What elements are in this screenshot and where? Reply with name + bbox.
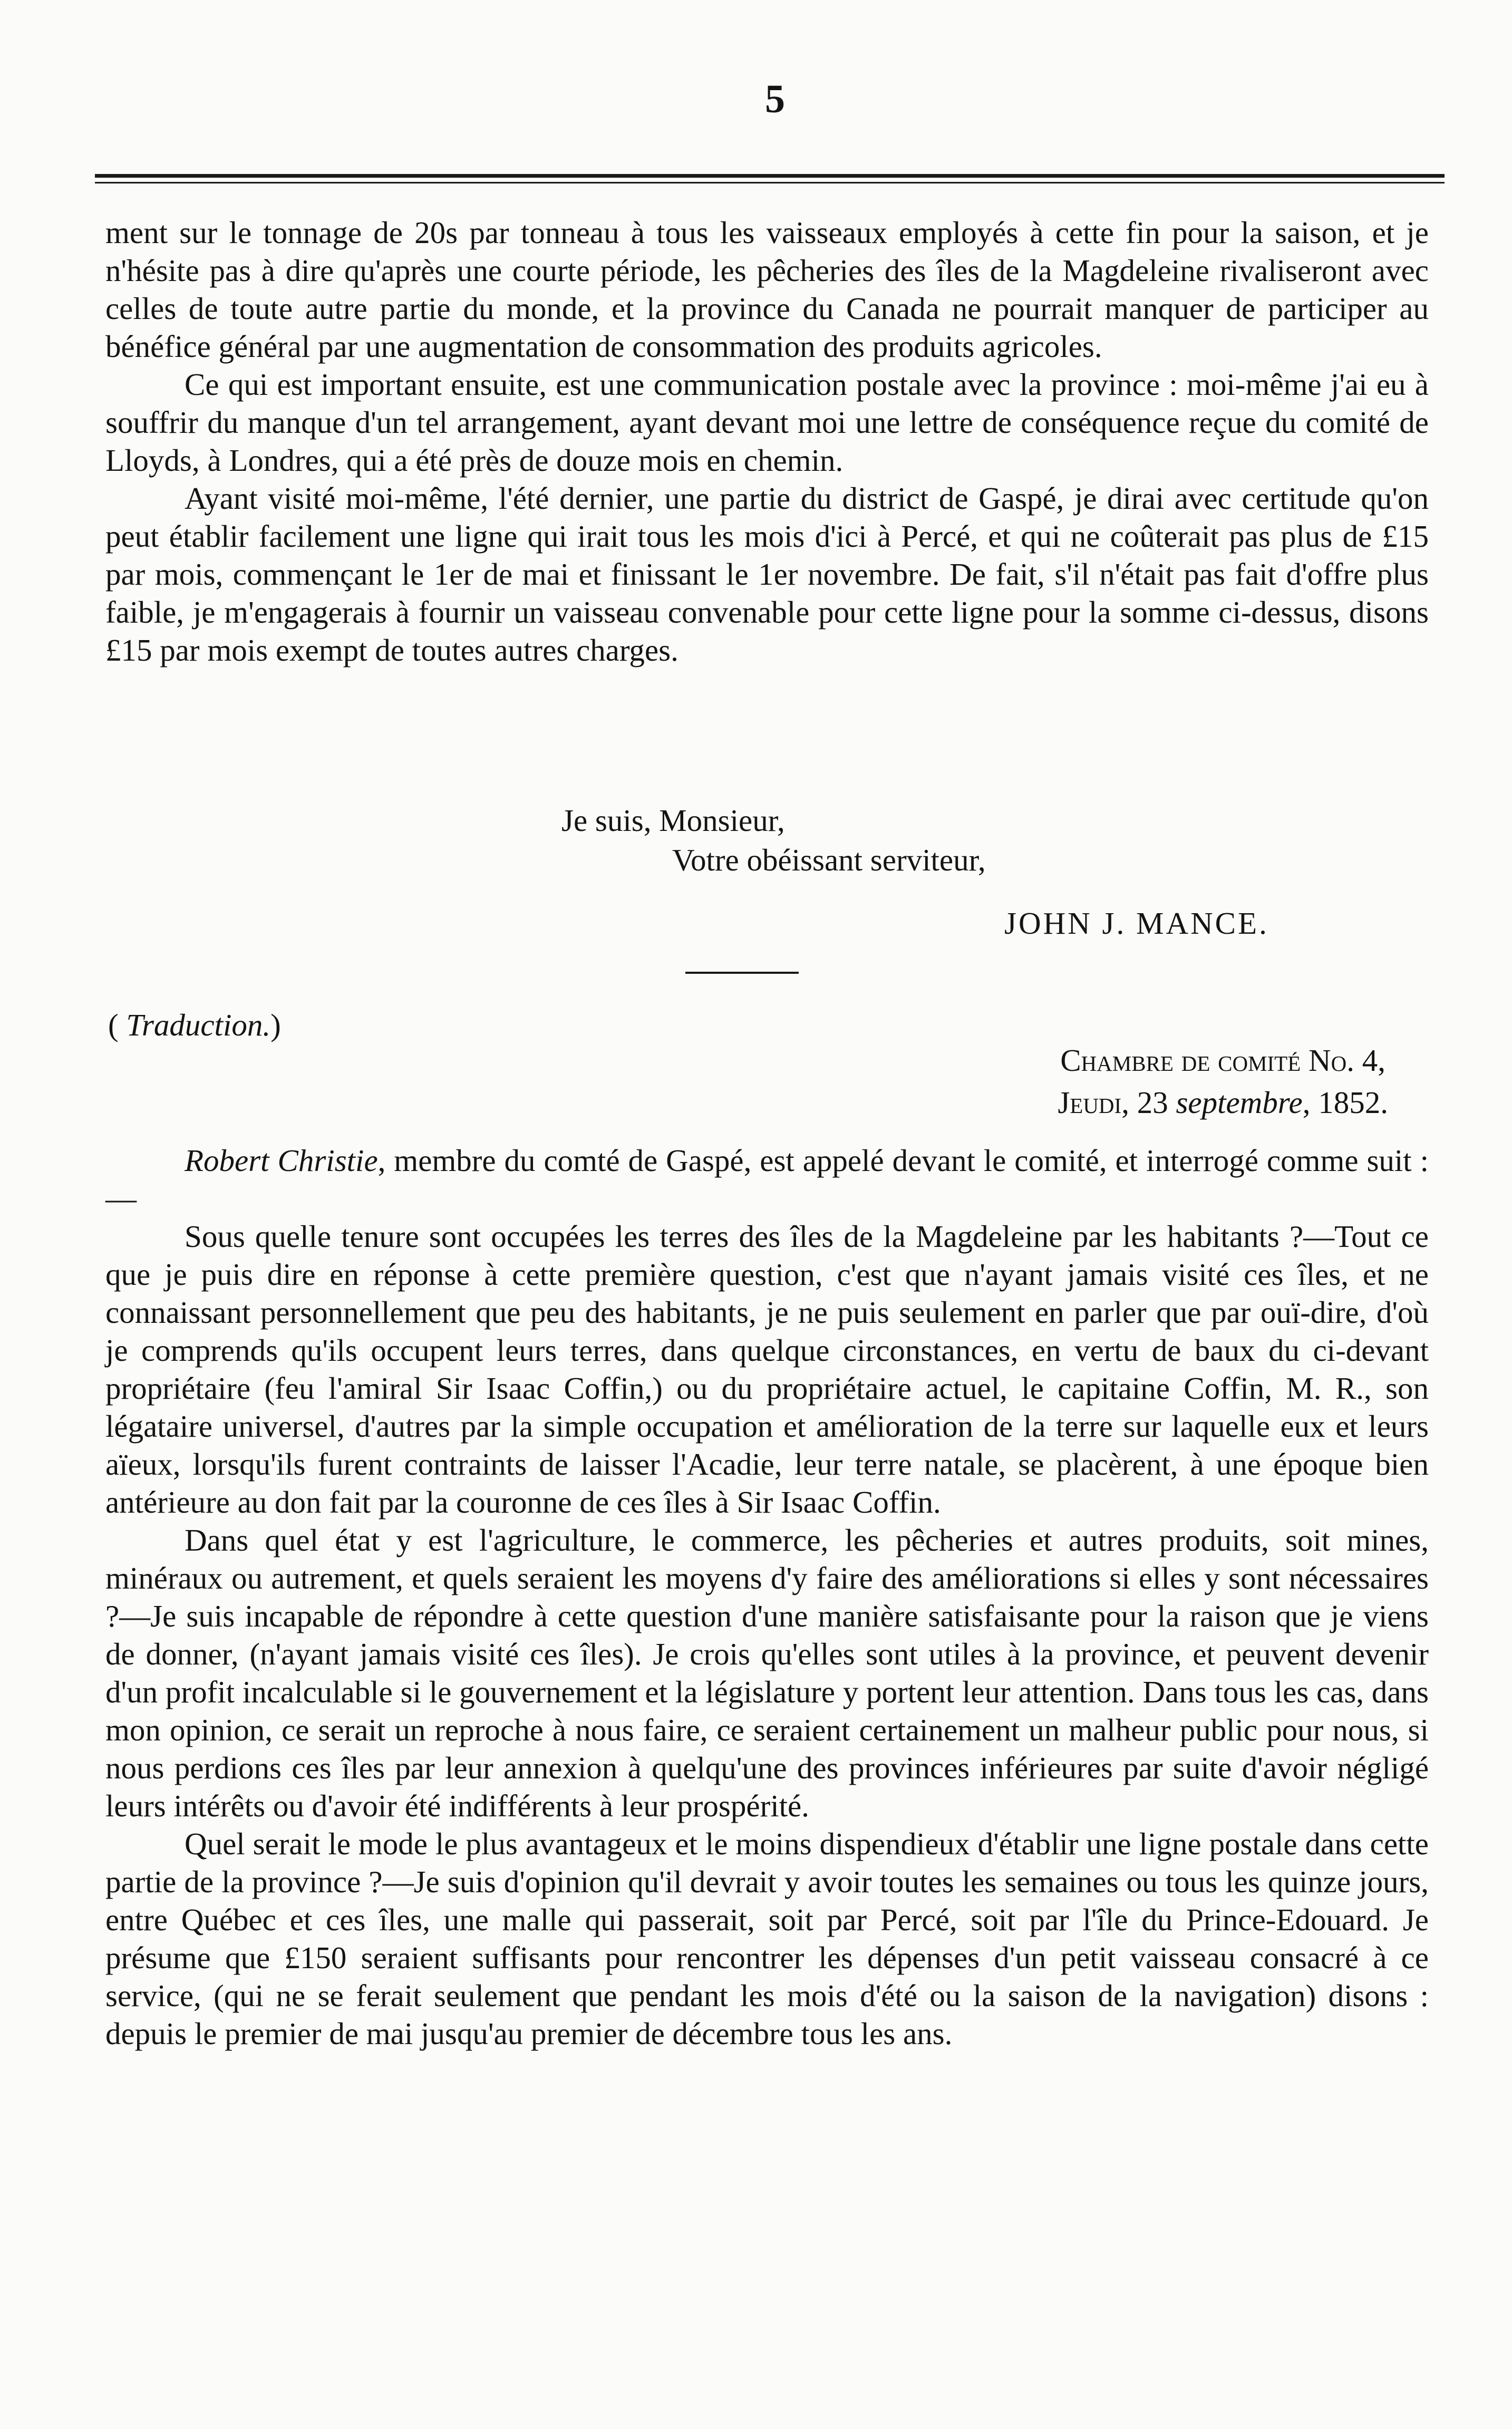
translation-word: Traduction.	[126, 1008, 271, 1042]
testimony-body	[105, 1141, 1429, 2053]
session-year: , 1852.	[1302, 1085, 1388, 1120]
letter-closing-valediction: Votre obéissant serviteur,	[672, 843, 986, 877]
testimony-intro-text: , membre du comté de Gaspé, est appelé devant le comité, et interrogé comme suit :—	[105, 1143, 1429, 1216]
translation-note	[108, 1006, 281, 1044]
letter-body	[105, 214, 1429, 669]
translation-open-paren: (	[108, 1008, 127, 1042]
session-date-number: , 23	[1121, 1085, 1176, 1120]
testimony-intro	[105, 1141, 1429, 1217]
session-day: Jeudi	[1058, 1085, 1122, 1120]
letter-paragraph: Ayant visité moi-même, l'été dernier, une partie du district de Gaspé, je dirai avec certitude qu'on peut établir facilement une ligne qui irait tous les mois d'ici à Percé, et qui ne coûterait pas plus de £15 par mois, commençant le 1er de mai et finissant le 1er novembre. De fait, s'il n'était pas fait d'offre plus faible, je m'engagerais à fournir un vaisseau convenable pour cette ligne pour la somme ci-dessus, disons £15 par mois exempt de toutes autres charges.	[105, 481, 1429, 667]
letter-signature: JOHN J. MANCE.	[1004, 906, 1269, 941]
testimony-paragraph: Sous quelle tenure sont occupées les terres des îles de la Magdeleine par les habitants ?—Tout ce que je puis dire en réponse à cette première question, c'est que n'ayant jamais visité ces îles, et ne connaissant personnellement que peu des habitants, je ne puis seulement en parler que par ouï-dire, d'où je comprends qu'ils occupent leurs terres, dans quelque circonstances, en vertu de baux du ci-devant propriétaire (feu l'amiral Sir Isaac Coffin,) ou du propriétaire actuel, le capitaine Coffin, M. R., son légataire universel, d'autres par la simple occupation et amélioration de la terre sur laquelle eux et leurs aïeux, lorsqu'ils furent contraints de laisser l'Acadie, leur terre natale, se placèrent, à une époque bien antérieure au don fait par la couronne de ces îles à Sir Isaac Coffin.	[105, 1219, 1429, 1520]
testimony-paragraph: Quel serait le mode le plus avantageux et le moins dispendieux d'établir une ligne postale dans cette partie de la province ?—Je suis d'opinion qu'il devrait y avoir toutes les semaines ou tous les quinze jours, entre Québec et ces îles, une malle qui passerait, soit par Percé, soit par l'île du Prince-Edouard. Je présume que £150 seraient suffisants pour rencontrer les dépenses d'un petit vaisseau consacré à ce service, (qui ne se ferait seulement que pendant les mois d'été ou la saison de la navigation) disons : depuis le premier de mai jusqu'au premier de décembre tous les ans.	[105, 1826, 1429, 2051]
letter-paragraph: ment sur le tonnage de 20s par tonneau à tous les vaisseaux employés à cette fin pour la saison, et je n'hésite pas à dire qu'après une courte période, les pêcheries des îles de la Magdeleine rivaliseront avec celles de toute autre partie du monde, et la province du Canada ne pourrait manquer de participer au bénéfice général par une augmentation de consommation des produits agricoles.	[105, 215, 1429, 364]
testimony-paragraph: Dans quel état y est l'agriculture, le commerce, les pêcheries et autres produits, soit mines, minéraux ou autrement, et quels seraient les moyens d'y faire des améliorations si elles y sont nécessaires ?—Je suis incapable de répondre à cette question d'une manière satisfaisante pour la raison que je viens de donner, (n'ayant jamais visité ces îles). Je crois qu'elles sont utiles à la province, et peuvent devenir d'un profit incalculable si le gouvernement et la législature y portent leur attention. Dans tous les cas, dans mon opinion, ce serait un reproche à nous faire, ce seraient certainement un malheur public pour nous, si nous perdions ces îles par leur annexion à quelqu'une des provinces inférieures par suite d'avoir négligé leurs intérêts ou d'avoir été indifférents à leur prospérité.	[105, 1523, 1429, 1823]
session-date	[1058, 1083, 1388, 1121]
section-separator	[685, 972, 799, 974]
session-month: septembre	[1176, 1085, 1303, 1120]
letter-closing-salutation: Je suis, Monsieur,	[561, 803, 785, 838]
header-rule-thick	[95, 174, 1445, 178]
witness-name: Robert Christie	[185, 1143, 378, 1178]
translation-close-paren: )	[270, 1008, 281, 1042]
header-rule-thin	[95, 182, 1445, 183]
committee-room-heading: Chambre de comité No. 4,	[1060, 1043, 1385, 1078]
letter-paragraph: Ce qui est important ensuite, est une communication postale avec la province : moi-même j'ai eu à souffrir du manque d'un tel arrangement, ayant devant moi une lettre de conséquence reçue du comité de Lloyds, à Londres, qui a été près de douze mois en chemin.	[105, 367, 1429, 478]
page-number: 5	[765, 77, 785, 121]
